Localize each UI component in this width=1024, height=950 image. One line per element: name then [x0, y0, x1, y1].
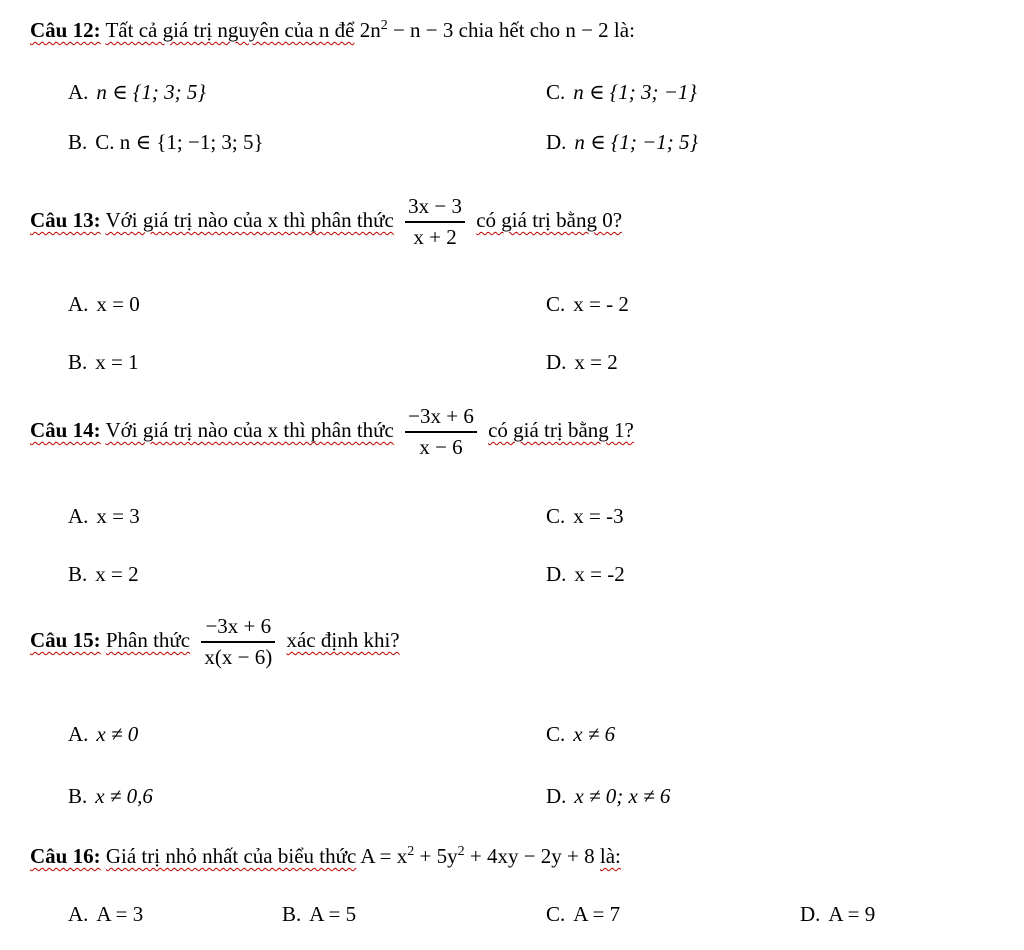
question-label: Câu 16:: [30, 844, 101, 868]
option-15-d[interactable]: D. x ≠ 0; x ≠ 6: [546, 784, 671, 808]
question-text: Phân thức: [105, 627, 191, 652]
option-15-a[interactable]: A. x ≠ 0: [68, 722, 139, 746]
option-14-c[interactable]: C. x = -3: [546, 504, 624, 528]
question-label: Câu 13:: [30, 207, 101, 232]
option-13-b[interactable]: B. x = 1: [68, 350, 139, 374]
question-text-after: xác định khi?: [286, 627, 400, 652]
question-text: Tất cả giá trị nguyên của n để: [105, 18, 355, 42]
question-15: [30, 614, 400, 670]
question-13: [30, 194, 622, 250]
option-15-b[interactable]: B. x ≠ 0,6: [68, 784, 153, 808]
option-14-b[interactable]: B. x = 2: [68, 562, 139, 586]
option-16-d[interactable]: D. A = 9: [800, 902, 876, 926]
option-13-c[interactable]: C. x = - 2: [546, 292, 629, 316]
option-14-a[interactable]: A. x = 3: [68, 504, 140, 528]
question-text-after: chia hết cho n − 2 là:: [458, 18, 635, 42]
question-text-after: có giá trị bằng 0?: [476, 207, 623, 232]
fraction: $\frac{3x - 3}{x + 2}$: [405, 194, 465, 250]
question-label: Câu 12:: [30, 18, 101, 42]
question-expression: $2n^2 - n - 3$: [359, 18, 454, 42]
question-label: Câu 15:: [30, 627, 101, 652]
question-text-after: là:: [599, 844, 621, 868]
question-label: Câu 14:: [30, 417, 101, 442]
question-text: Với giá trị nào của x thì phân thức: [105, 207, 394, 232]
option-13-d[interactable]: D. x = 2: [546, 350, 618, 374]
question-text-after: có giá trị bằng 1?: [488, 417, 634, 442]
option-12-d[interactable]: D. n ∈ {1; −1; 5}: [546, 130, 698, 154]
option-12-a[interactable]: A. n ∈ {1; 3; 5}: [68, 80, 206, 104]
question-12: [30, 18, 635, 43]
option-16-c[interactable]: C. A = 7: [546, 902, 621, 926]
question-text: Giá trị nhỏ nhất của biểu thức: [105, 844, 357, 868]
option-15-c[interactable]: C. x ≠ 6: [546, 722, 616, 746]
question-16: [30, 844, 621, 869]
option-16-b[interactable]: B. A = 5: [282, 902, 357, 926]
option-16-a[interactable]: A. A = 3: [68, 902, 144, 926]
question-14: [30, 404, 634, 460]
question-expression: $A = x^2 + 5y^2 + 4xy - 2y + 8$: [360, 844, 595, 868]
option-13-a[interactable]: A. x = 0: [68, 292, 140, 316]
option-12-b[interactable]: B. C. n ∈ {1; −1; 3; 5}: [68, 130, 264, 154]
fraction: $\frac{-3x + 6}{x - 6}$: [405, 404, 477, 460]
option-12-c[interactable]: C. n ∈ {1; 3; −1}: [546, 80, 697, 104]
fraction: $\frac{-3x + 6}{x(x - 6)}$: [201, 614, 275, 670]
option-14-d[interactable]: D. x = -2: [546, 562, 625, 586]
question-text: Với giá trị nào của x thì phân thức: [105, 417, 394, 442]
